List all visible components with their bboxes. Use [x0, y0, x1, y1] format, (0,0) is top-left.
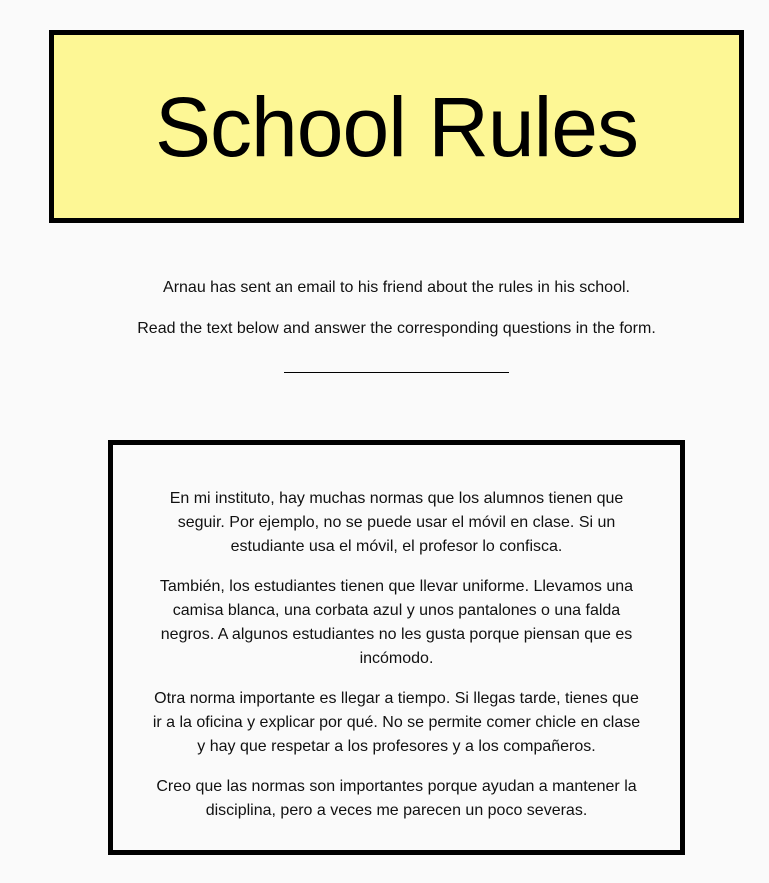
title-banner	[49, 30, 744, 223]
divider	[284, 372, 509, 373]
reading-paragraph-1: En mi instituto, hay muchas normas que los alumnos tienen que seguir. Por ejemplo, no se puede usar el móvil en clase. Si un estudiante usa el móvil, el profesor lo confisca.	[169, 490, 624, 555]
page-title: School Rules	[155, 79, 638, 174]
reading-paragraph-3: Otra norma importante es llegar a tiempo. Si llegas tarde, tienes que ir a la oficina y explicar por qué. No se permite comer chicle en clase y hay que respetar a los profesores y a los compañeros.	[152, 690, 641, 755]
intro-line-1: Arnau has sent an email to his friend about the rules in his school.	[163, 279, 630, 296]
reading-paragraph-4: Creo que las normas son importantes porque ayudan a mantener la disciplina, pero a veces me parecen un poco severas.	[156, 778, 637, 819]
reading-paragraph-2: También, los estudiantes tienen que llevar uniforme. Llevamos una camisa blanca, una corbata azul y unos pantalones o una falda negros. A algunos estudiantes no les gusta porque piensan que es incómodo.	[159, 578, 634, 667]
reading-text	[149, 487, 644, 839]
intro-line-2: Read the text below and answer the corresponding questions in the form.	[137, 320, 656, 337]
intro-section	[0, 276, 769, 358]
reading-text-box	[108, 440, 685, 855]
